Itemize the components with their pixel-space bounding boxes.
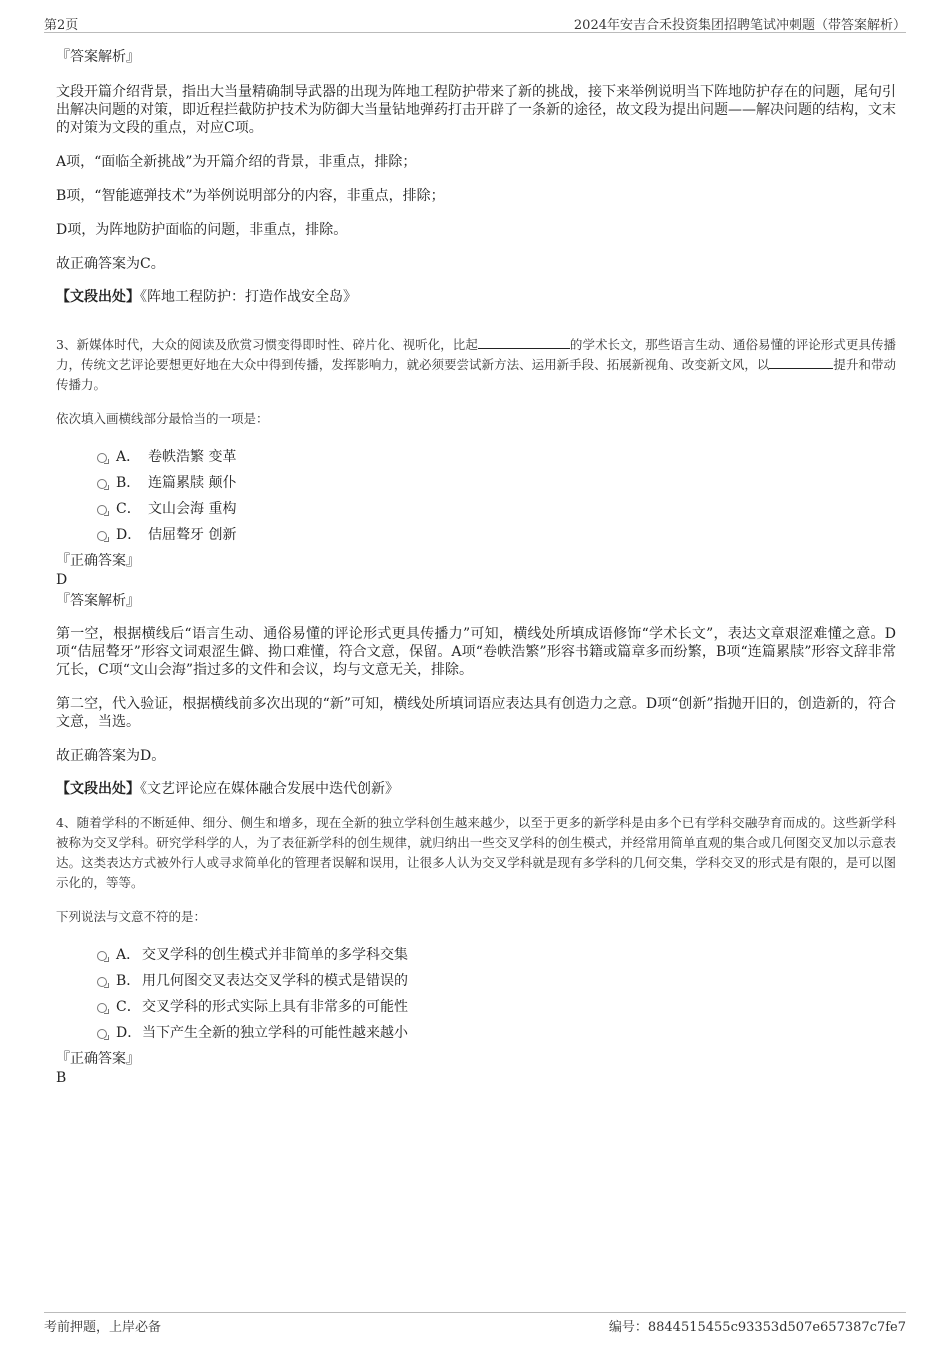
analysis-paragraph: B项，“智能遮弹技术”为举例说明部分的内容，非重点，排除； — [56, 188, 445, 204]
option-letter: A． — [116, 947, 141, 963]
option-text: 连篇累牍 颠仆 — [148, 475, 237, 491]
question-stem-part: 提升和带动传播力。 — [56, 357, 896, 392]
question-stem: 4、随着学科的不断延伸、细分、侧生和增多，现在全新的独立学科创生越来越少，以至于更多的新学科是由多个已有学科交融孕育而成的。这些新学科被称为交叉学科。研究学科学的人，为了表征新学科的创生规律，就归纳出一些交叉学科的创生模式，并经常用简单直观的集合或几何图交叉加以示意表达。这类表达方式被外行人或寻求简单化的管理者误解和误用，让很多人认为交叉学科就是现有多学科的几何交集，学科交叉的形式是有限的，是可以图示化的，等等。 — [56, 815, 896, 890]
footer-serial — [609, 1316, 906, 1335]
source-label: 【文段出处】 — [56, 781, 140, 797]
option-letter: B． — [116, 973, 141, 989]
option-letter: A． — [116, 449, 141, 465]
analysis-tag: 『答案解析』 — [56, 49, 140, 65]
option-d[interactable] — [56, 523, 896, 549]
option-letter: D． — [116, 1025, 142, 1041]
option-a[interactable] — [56, 943, 896, 969]
fill-blank — [769, 356, 833, 369]
radio-icon[interactable] — [97, 505, 107, 515]
page-content — [56, 44, 896, 1087]
analysis-paragraph: D项，为阵地防护面临的问题，非重点，排除。 — [56, 222, 348, 238]
question-stem-part: 的学术长文，那些语言生动、通俗易懂的评论形式更具传播力，传统文艺评论要想更好地在大众中得到传播，发挥影响力，就必须要尝试新方法、运用新手段、拓展新视角、改变新文风，以 — [56, 337, 896, 372]
source-line — [56, 287, 896, 307]
radio-icon[interactable] — [97, 951, 107, 961]
document-title: 2024年安吉合禾投资集团招聘笔试冲刺题（带答案解析） — [573, 18, 906, 33]
correct-answer-tag: 『正确答案』 — [56, 1051, 140, 1067]
option-b[interactable] — [56, 969, 896, 995]
correct-answer: D — [56, 572, 68, 588]
serial-label: 编号： — [608, 1320, 648, 1335]
analysis-paragraph: A项，“面临全新挑战”为开篇介绍的背景，非重点，排除； — [56, 154, 417, 170]
correct-answer: B — [56, 1070, 67, 1086]
analysis-paragraph: 第二空，代入验证，根据横线前多次出现的“新”可知，横线处所填词语应表达具有创造力之意。D项“创新”指抛开旧的，创造新的，符合文意，当选。 — [56, 696, 896, 730]
source-title: 《阵地工程防护：打造作战安全岛》 — [140, 289, 357, 305]
option-letter: D． — [116, 527, 142, 543]
question-stem — [56, 335, 896, 395]
analysis-paragraph: 第一空，根据横线后“语言生动、通俗易懂的评论形式更具传播力”可知，横线处所填成语修饰“学术长文”，表达文章艰涩难懂之意。D项“佶屈聱牙”形容文词艰涩生僻、拗口难懂，符合文意，保留。A项“卷帙浩繁”形容书籍或篇章多而纷繁，B项“连篇累牍”形容文辞非常冗长，C项“文山会海”指过多的文件和会议，均与文意无关，排除。 — [56, 626, 896, 678]
page-header — [44, 14, 906, 33]
radio-icon[interactable] — [97, 479, 107, 489]
option-text: 用几何图交叉表达交叉学科的模式是错误的 — [142, 973, 408, 989]
option-letter: C． — [116, 999, 141, 1015]
question-instruction: 依次填入画横线部分最恰当的一项是： — [56, 411, 269, 426]
option-text: 当下产生全新的独立学科的可能性越来越小 — [142, 1025, 408, 1041]
option-letter: C． — [116, 501, 141, 517]
question-instruction: 下列说法与文意不符的是： — [56, 909, 207, 924]
analysis-paragraph: 文段开篇介绍背景，指出大当量精确制导武器的出现为阵地工程防护带来了新的挑战，接下来举例说明当下阵地防护存在的问题，尾句引出解决问题的对策，即近程拦截防护技术为防御大当量钻地弹药打击开辟了一条新的途径，故文段为提出问题——解决问题的结构，文末的对策为文段的重点，对应C项。 — [56, 84, 896, 136]
options-list — [56, 445, 896, 549]
correct-answer-tag: 『正确答案』 — [56, 553, 140, 569]
page-footer — [44, 1312, 906, 1336]
source-label: 【文段出处】 — [56, 289, 140, 305]
options-list — [56, 943, 896, 1047]
fill-blank — [478, 336, 570, 349]
analysis-conclusion: 故正确答案为D。 — [56, 748, 166, 764]
serial-number: 8844515455c93353d507e657387c7fe7 — [647, 1320, 906, 1335]
option-c[interactable] — [56, 995, 896, 1021]
question-stem-part: 3、新媒体时代，大众的阅读及欣赏习惯变得即时性、碎片化、视听化，比起 — [56, 337, 478, 352]
option-text: 交叉学科的创生模式并非简单的多学科交集 — [142, 947, 408, 963]
option-text: 交叉学科的形式实际上具有非常多的可能性 — [142, 999, 408, 1015]
option-d[interactable] — [56, 1021, 896, 1047]
analysis-tag: 『答案解析』 — [56, 593, 140, 609]
page-number: 第2页 — [44, 18, 79, 33]
option-text: 佶屈聱牙 创新 — [148, 527, 237, 543]
radio-icon[interactable] — [97, 977, 107, 987]
source-title: 《文艺评论应在媒体融合发展中迭代创新》 — [140, 781, 399, 797]
option-letter: B． — [116, 475, 141, 491]
footer-slogan: 考前押题，上岸必备 — [44, 1320, 162, 1335]
option-c[interactable] — [56, 497, 896, 523]
option-text: 文山会海 重构 — [148, 501, 237, 517]
radio-icon[interactable] — [97, 1029, 107, 1039]
radio-icon[interactable] — [97, 453, 107, 463]
analysis-conclusion: 故正确答案为C。 — [56, 256, 165, 272]
radio-icon[interactable] — [97, 1003, 107, 1013]
source-line — [56, 779, 896, 799]
option-a[interactable] — [56, 445, 896, 471]
option-text: 卷帙浩繁 变革 — [148, 449, 237, 465]
option-b[interactable] — [56, 471, 896, 497]
radio-icon[interactable] — [97, 531, 107, 541]
